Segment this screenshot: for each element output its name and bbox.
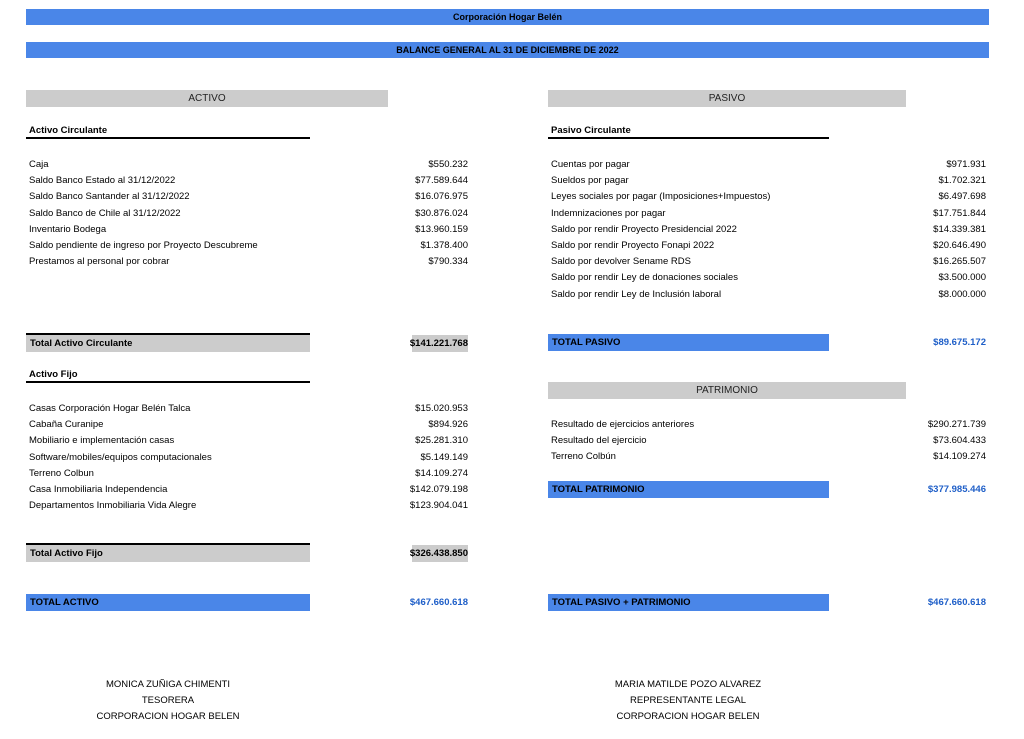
- total-activo-circulante-value: $141.221.768: [409, 338, 468, 349]
- table-row: [29, 222, 468, 237]
- activo-fijo-title: Activo Fijo: [29, 369, 78, 380]
- row-label: Resultado del ejercicio: [551, 435, 647, 447]
- table-row: [29, 173, 468, 188]
- row-value: $15.020.953: [415, 403, 468, 414]
- total-activo-circulante-row: [26, 335, 468, 352]
- row-value: $14.109.274: [415, 467, 468, 479]
- row-label: Saldo por rendir Ley de Inclusión laboral: [551, 288, 722, 300]
- signature-name: MONICA ZUÑIGA CHIMENTI: [105, 679, 231, 690]
- signature-org: CORPORACION HOGAR BELEN: [616, 711, 760, 722]
- table-row: [551, 254, 986, 269]
- row-value: $3.500.000: [938, 272, 986, 284]
- title-banner: [26, 42, 989, 58]
- table-row: [551, 189, 986, 204]
- row-value: $6.497.698: [938, 191, 986, 203]
- patrimonio-heading-label: PATRIMONIO: [696, 385, 758, 396]
- row-label: Terreno Colbún: [551, 451, 616, 463]
- row-label: Saldo por rendir Proyecto Presidencial 2022: [551, 223, 737, 235]
- total-pasivo-patrimonio-row: [548, 594, 986, 611]
- row-label: Caja: [29, 159, 49, 170]
- row-value: $14.339.381: [933, 223, 986, 235]
- row-value: $123.904.041: [409, 500, 468, 512]
- row-label: Saldo Banco de Chile al 31/12/2022: [29, 207, 181, 219]
- table-row: [29, 482, 468, 497]
- pasivo-circulante-rule: [548, 137, 829, 139]
- row-label: Saldo por rendir Ley de donaciones sociales: [551, 272, 738, 284]
- signature-legal-rep: [558, 677, 818, 725]
- row-label: Prestamos al personal por cobrar: [29, 256, 170, 268]
- row-value: $550.232: [428, 159, 468, 170]
- activo-heading-label: ACTIVO: [188, 93, 226, 104]
- activo-circulante-title: Activo Circulante: [29, 125, 108, 136]
- signature-role: REPRESENTANTE LEGAL: [630, 695, 746, 706]
- total-pasivo-label: TOTAL PASIVO: [552, 337, 621, 348]
- row-value: $25.281.310: [415, 435, 468, 447]
- table-row: [29, 466, 468, 481]
- row-value: $290.271.739: [927, 419, 986, 430]
- row-value: $16.076.975: [415, 191, 468, 203]
- row-label: Indemnizaciones por pagar: [551, 207, 666, 219]
- signature-name: MARIA MATILDE POZO ALVAREZ: [614, 679, 762, 690]
- table-row: [29, 189, 468, 204]
- table-row: [29, 238, 468, 253]
- org-name: Corporación Hogar Belén: [452, 12, 562, 22]
- activo-fijo-rule: [26, 381, 310, 383]
- table-row: [551, 173, 986, 188]
- table-row: [29, 157, 468, 172]
- table-row: [29, 206, 468, 221]
- row-label: Departamentos Inmobiliaria Vida Alegre: [29, 500, 197, 512]
- table-row: [551, 433, 986, 448]
- table-row: [551, 449, 986, 464]
- activo-circulante-rule: [26, 137, 310, 139]
- row-label: Resultado de ejercicios anteriores: [551, 419, 695, 430]
- total-activo-value: $467.660.618: [409, 597, 468, 608]
- row-label: Software/mobiles/equipos computacionales: [29, 451, 212, 463]
- row-value: $17.751.844: [933, 207, 986, 219]
- row-value: $8.000.000: [938, 288, 986, 300]
- row-label: Cuentas por pagar: [551, 159, 630, 170]
- total-patrimonio-label: TOTAL PATRIMONIO: [552, 484, 645, 495]
- row-value: $142.079.198: [409, 484, 468, 495]
- total-patrimonio-row: [548, 481, 986, 498]
- total-pasivo-value: $89.675.172: [933, 337, 986, 348]
- table-row: [551, 270, 986, 285]
- pasivo-circulante-title: Pasivo Circulante: [551, 125, 631, 136]
- row-value: $16.265.507: [933, 256, 986, 268]
- document-title: BALANCE GENERAL AL 31 DE DICIEMBRE DE 2022: [396, 45, 619, 55]
- table-row: [551, 157, 986, 172]
- row-value: $73.604.433: [933, 435, 986, 447]
- row-value: $5.149.149: [420, 451, 468, 463]
- total-pasivo-patrimonio-value: $467.660.618: [927, 597, 986, 608]
- table-row: [29, 433, 468, 448]
- table-row: [29, 498, 468, 513]
- row-label: Mobiliario e implementación casas: [29, 435, 175, 447]
- row-value: $971.931: [946, 159, 986, 170]
- table-row: [551, 417, 986, 432]
- total-activo-circulante-label: Total Activo Circulante: [30, 338, 133, 349]
- signature-role: TESORERA: [141, 695, 195, 706]
- total-patrimonio-value: $377.985.446: [927, 484, 986, 495]
- row-label: Casa Inmobiliaria Independencia: [29, 484, 168, 495]
- row-value: $13.960.159: [415, 223, 468, 235]
- total-activo-fijo-label: Total Activo Fijo: [30, 548, 103, 559]
- row-value: $790.334: [428, 256, 468, 268]
- pasivo-heading-label: PASIVO: [708, 93, 746, 104]
- table-row: [551, 222, 986, 237]
- org-banner: [26, 9, 989, 25]
- row-label: Casas Corporación Hogar Belén Talca: [29, 403, 191, 414]
- row-label: Saldo por rendir Proyecto Fonapi 2022: [551, 240, 715, 251]
- row-label: Saldo Banco Santander al 31/12/2022: [29, 191, 190, 203]
- activo-heading: [26, 90, 388, 107]
- row-label: Saldo por devolver Sename RDS: [551, 256, 691, 268]
- row-label: Saldo pendiente de ingreso por Proyecto Descubreme: [29, 240, 258, 251]
- row-value: $894.926: [428, 419, 468, 431]
- patrimonio-heading: [548, 382, 906, 399]
- table-row: [29, 450, 468, 465]
- row-label: Sueldos por pagar: [551, 175, 629, 187]
- signature-treasurer: [38, 677, 298, 725]
- total-activo-fijo-value: $326.438.850: [409, 548, 468, 559]
- table-row: [29, 401, 468, 416]
- row-label: Saldo Banco Estado al 31/12/2022: [29, 175, 176, 187]
- signature-org: CORPORACION HOGAR BELEN: [96, 711, 240, 722]
- row-value: $1.702.321: [938, 175, 986, 187]
- row-value: $14.109.274: [933, 451, 986, 463]
- table-row: [551, 287, 986, 302]
- table-row: [29, 254, 468, 269]
- total-activo-row: [26, 594, 468, 611]
- table-row: [551, 238, 986, 253]
- row-value: $1.378.400: [420, 240, 468, 251]
- row-value: $20.646.490: [933, 240, 986, 251]
- total-activo-fijo-row: [26, 545, 468, 562]
- row-label: Terreno Colbun: [29, 467, 94, 479]
- row-label: Leyes sociales por pagar (Imposiciones+Impuestos): [551, 191, 771, 203]
- total-activo-label: TOTAL ACTIVO: [30, 597, 99, 608]
- row-label: Cabaña Curanipe: [29, 419, 104, 431]
- total-pasivo-patrimonio-label: TOTAL PASIVO + PATRIMONIO: [552, 597, 691, 608]
- pasivo-heading: [548, 90, 906, 107]
- row-value: $30.876.024: [415, 207, 468, 219]
- table-row: [29, 417, 468, 432]
- row-value: $77.589.644: [415, 175, 468, 187]
- row-label: Inventario Bodega: [29, 223, 107, 235]
- total-pasivo-row: [548, 334, 986, 351]
- table-row: [551, 206, 986, 221]
